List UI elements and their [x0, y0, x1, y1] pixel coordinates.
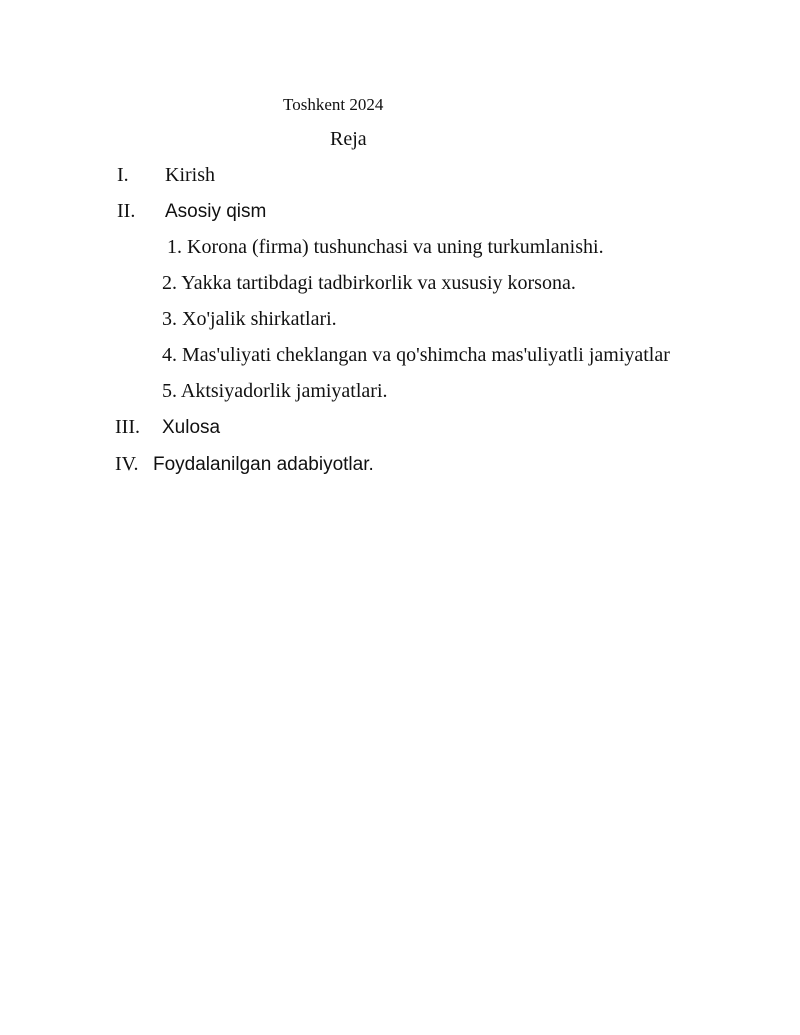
plan-subitem: 3. Xo'jalik shirkatlari. — [162, 308, 337, 330]
plan-subitem: 5. Aktsiyadorlik jamiyatlari. — [162, 380, 388, 402]
plan-item-numeral: II. — [117, 200, 136, 222]
plan-item-text: Xulosa — [162, 417, 221, 438]
plan-item-numeral: III. — [115, 416, 140, 438]
plan-subitem: 1. Korona (firma) tushunchasi va uning turkumlanishi. — [167, 236, 604, 258]
city-year: Toshkent 2024 — [283, 95, 384, 114]
plan-item-text: Asosiy qism — [165, 201, 267, 222]
plan-item-text: Foydalanilgan adabiyotlar. — [153, 454, 374, 475]
plan-item-numeral: I. — [117, 164, 129, 186]
plan-title: Reja — [330, 128, 367, 150]
plan-item-text: Kirish — [165, 164, 215, 186]
plan-subitem: 4. Mas'uliyati cheklangan va qo'shimcha mas'uliyatli jamiyatlar — [162, 344, 670, 366]
plan-item-numeral: IV. — [115, 453, 139, 475]
plan-subitem: 2. Yakka tartibdagi tadbirkorlik va xususiy korsona. — [162, 272, 576, 294]
